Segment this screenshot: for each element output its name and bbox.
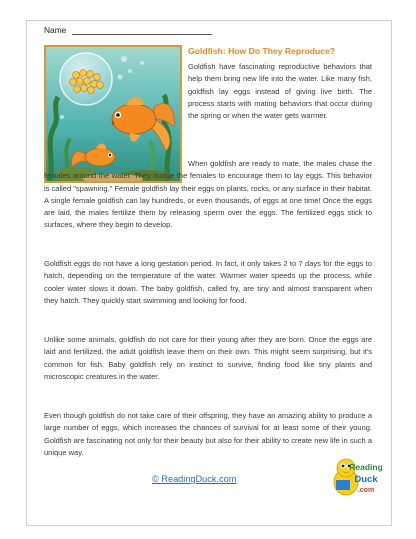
reading-duck-logo: [332, 452, 382, 500]
egg-bubble: [60, 53, 112, 105]
article-title: Goldfish: How Do They Reproduce?: [188, 46, 336, 56]
paragraph-1: Goldfish have fascinating reproductive behaviors that help them bring new life into the water. Like many fish, goldfish lay eggs instead of giving live birth. The process starts with mating behaviors that occur during the spring or when the water gets warmer.: [188, 62, 372, 121]
name-row: [44, 25, 212, 35]
paragraph-4: Unlike some animals, goldfish do not care for their young after they are born. Once the eggs are laid and fertilized, the adult goldfish leave them on their own. This might seem surprising, but it's common for fish. Baby goldfish rely on instinct to survive, finding food like tiny plants and microscopic creatures in the water.: [44, 335, 372, 381]
paragraph-3: Goldfish eggs do not have a long gestation period. In fact, it only takes 2 to 7 days for the eggs to hatch, depending on the temperature of the water. Warmer water speeds up the process, while cooler water slows it down. The baby goldfish, called fry, are tiny and almost transparent when they hatch. They quickly start swimming and looking for food.: [44, 259, 372, 305]
paragraph-5: Even though goldfish do not take care of their offspring, they have an amazing ability to produce a large number of eggs, which increases the chances of survival for at least some of their young. Goldfish are fascinating not only for their beauty but also for their ability to create new life in such a unique way.: [44, 411, 372, 457]
readingduck-link[interactable]: © ReadingDuck.com: [152, 474, 237, 484]
logo-word-reading: Reading: [349, 462, 382, 472]
logo-word-duck: Duck: [354, 474, 378, 485]
paragraph-2: [44, 158, 372, 232]
paragraph-2-text: When goldfish are ready to mate, the males chase the females around the water. They nudge the females to encourage them to lay eggs. This behavior is called "spawning." Female goldfish lay their eggs on plants, rocks, or any surface in their habitat. A single female goldfish can lay hundreds, or even thousands, of eggs at one time! Once the eggs are laid, the males fertilize them by releasing sperm over the eggs. The fertilized eggs stick to surfaces, where they begin to develop.: [44, 159, 372, 230]
name-label: Name: [44, 25, 67, 35]
name-input-line[interactable]: [72, 34, 212, 35]
logo-word-com: .com: [357, 487, 375, 494]
